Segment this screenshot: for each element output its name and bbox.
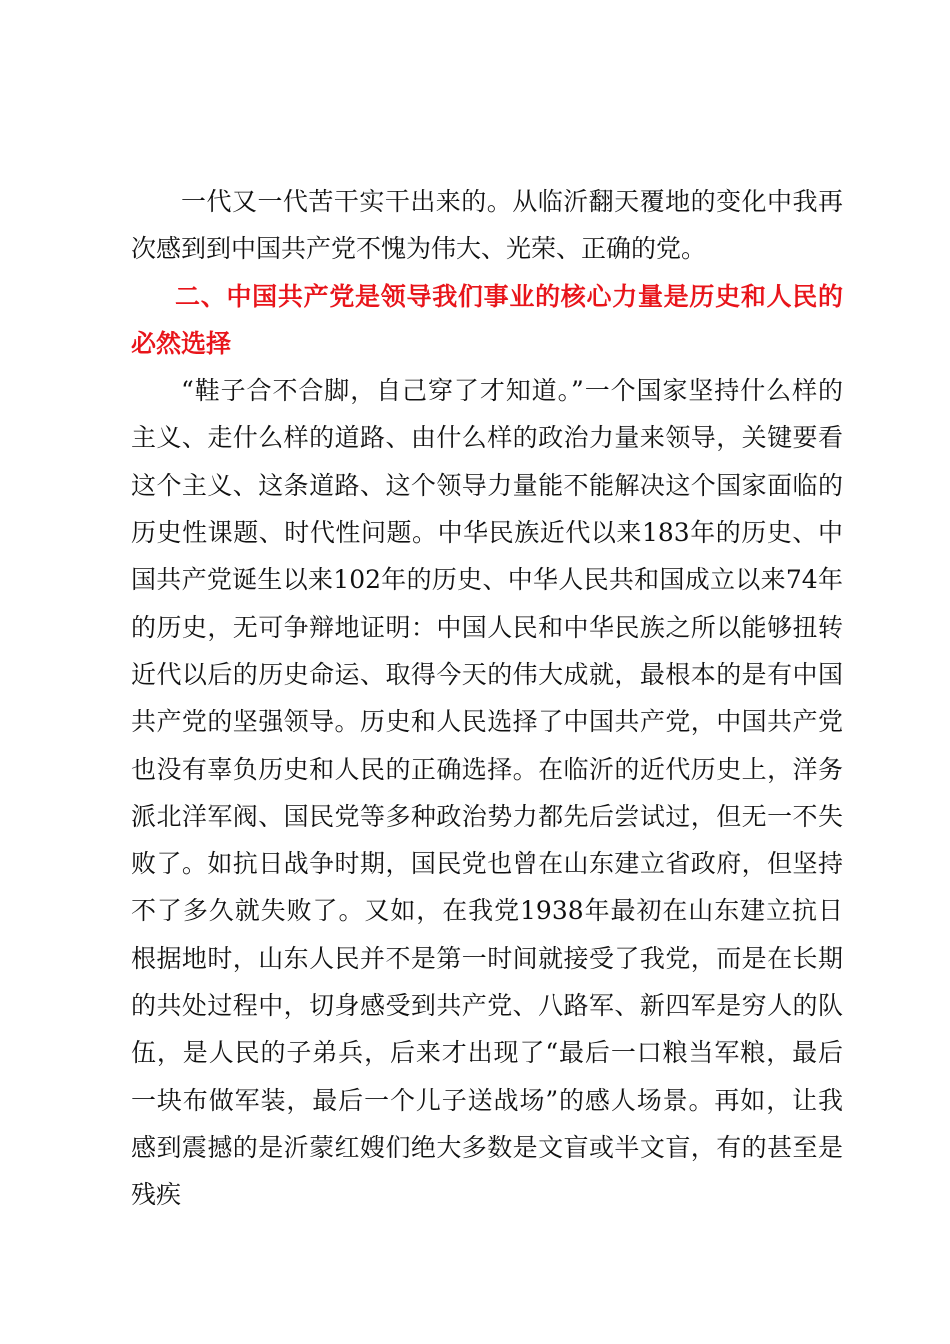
section-heading: 二、中国共产党是领导我们事业的核心力量是历史和人民的必然选择 [131,281,843,358]
document-body [131,178,843,1219]
intro-paragraph: 一代又一代苦干实干出来的。从临沂翻天覆地的变化中我再次感到到中国共产党不愧为伟大、光荣、正确的党。 [131,187,843,264]
body-paragraph: “鞋子合不合脚，自己穿了才知道。”一个国家坚持什么样的主义、走什么样的道路、由什么样的政治力量来领导，关键要看这个主义、这条道路、这个领导力量能不能解决这个国家面临的历史性课题、时代性问题。中华民族近代以来183年的历史、中国共产党诞生以来102年的历史、中华人民共和国成立以来74年的历史，无可争辩地证明：中国人民和中华民族之所以能够扭转近代以后的历史命运、取得今天的伟大成就，最根本的是有中国共产党的坚强领导。历史和人民选择了中国共产党，中国共产党也没有辜负历史和人民的正确选择。在临沂的近代历史上，洋务派北洋军阀、国民党等多种政治势力都先后尝试过，但无一不失败了。如抗日战争时期，国民党也曾在山东建立省政府，但坚持不了多久就失败了。又如，在我党1938年最初在山东建立抗日根据地时，山东人民并不是第一时间就接受了我党，而是在长期的共处过程中，切身感受到共产党、八路军、新四军是穷人的队伍，是人民的子弟兵，后来才出现了“最后一口粮当军粮，最后一块布做军装，最后一个儿子送战场”的感人场景。再如，让我感到震撼的是沂蒙红嫂们绝大多数是文盲或半文盲，有的甚至是残疾 [131,376,843,1210]
